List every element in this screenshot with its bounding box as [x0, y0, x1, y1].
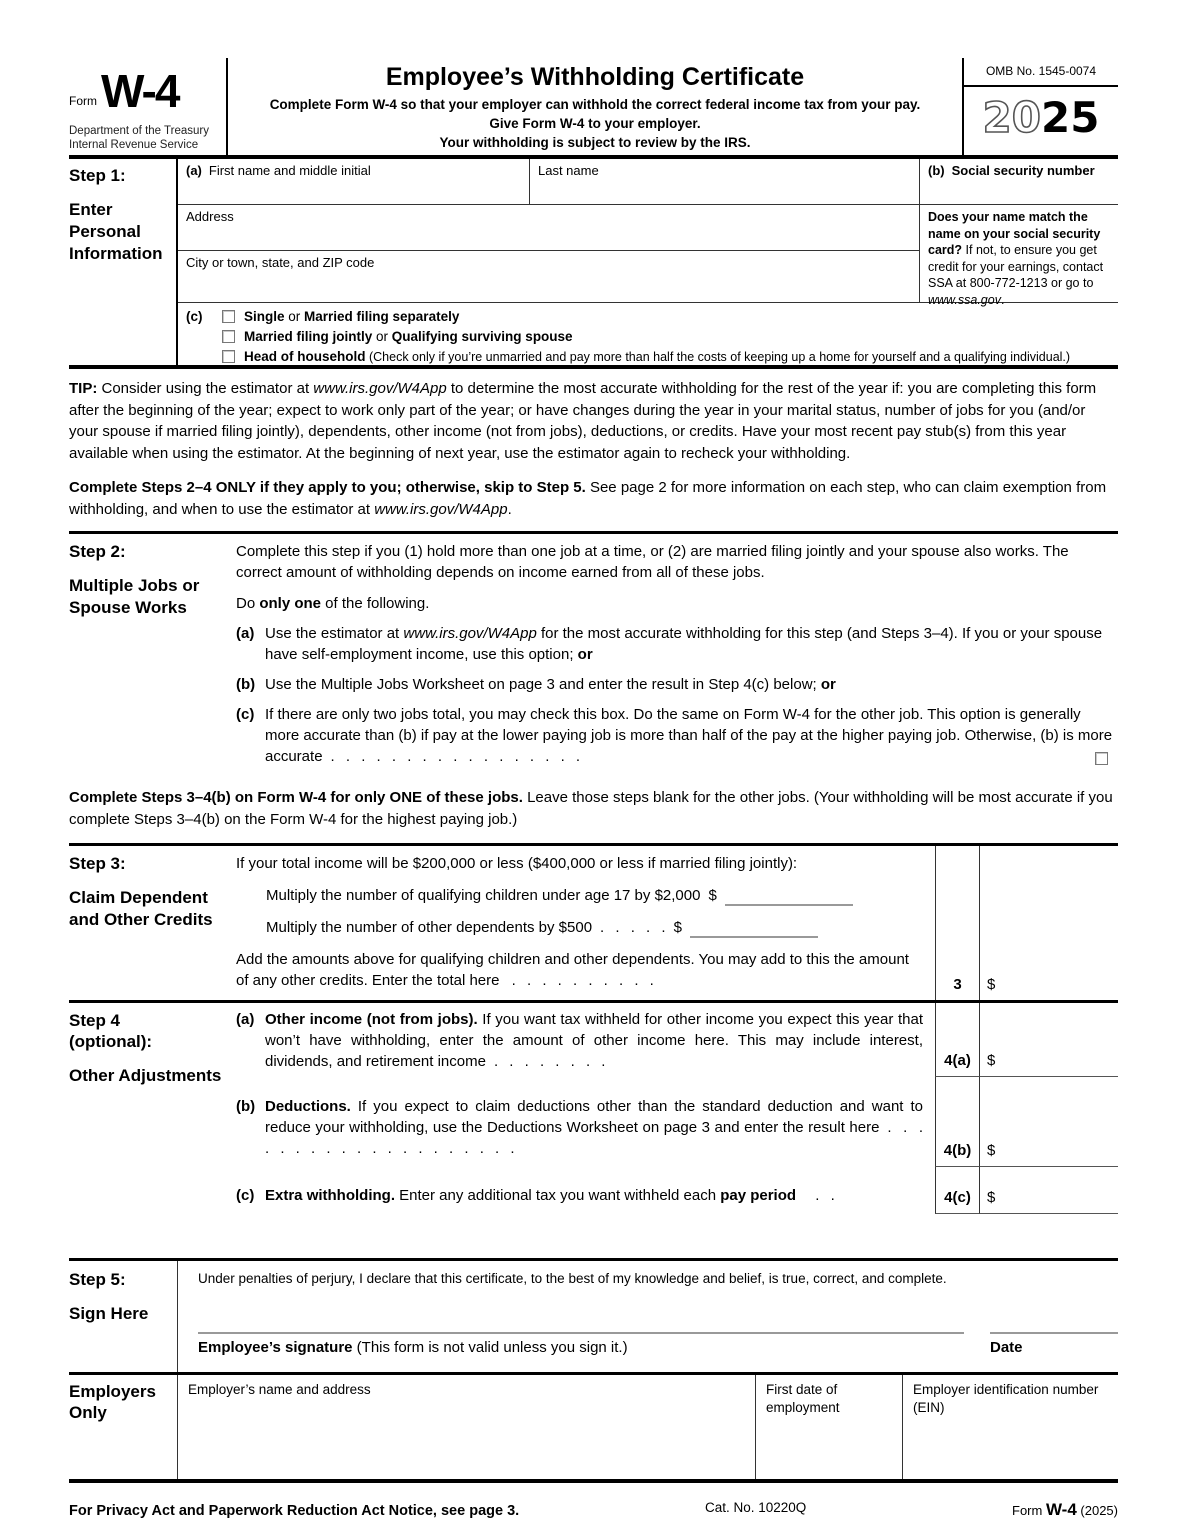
step2-section — [69, 531, 1118, 773]
qualifying-children-line: Multiply the number of qualifying children under age 17 by $2,000 $ — [236, 885, 923, 906]
option-b-tag: (b) — [236, 676, 256, 693]
option-b-text: Use the Multiple Jobs Worksheet on page 3 and enter the result in Step 4(c) below; or — [265, 676, 836, 693]
filing-status-married-jointly-option — [222, 329, 1070, 344]
complete-steps-3-4b-note — [69, 787, 1118, 830]
first-date-employment-input[interactable] — [755, 1375, 902, 1479]
step4c-dot-leader: . . — [804, 1187, 835, 1204]
single-option-label: Single or Married filing separately — [244, 309, 460, 324]
filing-status-head-of-household-option — [222, 349, 1070, 364]
ein-label: Employer identification number (EIN) — [913, 1382, 1099, 1415]
step4c-item — [236, 1167, 935, 1214]
date-input[interactable] — [990, 1332, 1118, 1356]
estimator-url-2: www.irs.gov/W4App — [374, 500, 508, 518]
step1-section — [69, 159, 1118, 369]
step4a-text: Other income (not from jobs). If you want tax withheld for other income you expect this year that won’t have withholding, enter the amount of other income here. This may include interest, dividends, and retirement income . . . . . . . . — [265, 1011, 923, 1070]
total-credits-amount-input[interactable] — [979, 846, 1118, 1000]
step5-section — [69, 1258, 1118, 1372]
omb-year-block — [962, 58, 1118, 155]
complete-2-4-text: See page 2 for more information on each step, who can claim exemption from withholding, and when to use the estimator at — [69, 479, 1107, 518]
step2-option-a — [236, 623, 1118, 665]
tip-lead: TIP: — [69, 380, 98, 397]
department-lines — [69, 124, 209, 152]
line-4c-number: 4(c) — [935, 1167, 979, 1214]
step4c-text: Extra withholding. Enter any additional tax you want withheld each pay period . . — [265, 1187, 835, 1204]
step4a-item — [236, 1003, 935, 1077]
step3-body — [236, 846, 935, 1000]
step3-label: Step 3: — [69, 854, 126, 873]
form-word: Form — [69, 94, 97, 108]
total-credits-line: Add the amounts above for qualifying children and other dependents. You may add to this the amount of any other credits. Enter the total here . . . . . . . . . . — [236, 951, 909, 989]
ssa-url: www.ssa.gov — [928, 292, 1001, 307]
step5-sublabel: Sign Here — [69, 1304, 149, 1323]
year-bold-digits: 25 — [1041, 93, 1100, 142]
year-badge — [964, 87, 1118, 142]
privacy-notice: For Privacy Act and Paperwork Reduction Act Notice, see page 3. — [69, 1503, 520, 1519]
first-name-input[interactable] — [178, 159, 530, 205]
other-dependents-dot-leader: . . . . . — [600, 919, 666, 936]
perjury-declaration: Under penalties of perjury, I declare that this certificate, to the best of my knowledge and belief, is true, correct, and complete. — [198, 1271, 947, 1286]
option-c-dot-leader: . . . . . . . . . . . . . . . . . — [330, 748, 581, 765]
line-4b-dollar-sign: $ — [987, 1142, 996, 1159]
line-4a-dollar-sign: $ — [987, 1052, 996, 1069]
form-title-block — [228, 58, 962, 155]
form-identity-block — [69, 58, 228, 155]
step4b-tag: (b) — [236, 1098, 256, 1115]
step2-option-c — [236, 704, 1118, 767]
step1-label-block — [69, 159, 178, 365]
subtitle-line-3: Your withholding is subject to review by the IRS. — [439, 135, 751, 150]
complete-3-4b-bold: Complete Steps 3–4(b) on Form W-4 for only ONE of these jobs. — [69, 789, 523, 806]
total-credits-dot-leader: . . . . . . . . . . — [511, 972, 654, 989]
step2-label: Step 2: — [69, 542, 126, 561]
field-c-tag: (c) — [186, 309, 203, 324]
step4-section — [69, 1003, 1118, 1214]
other-dependents-amount-input[interactable] — [690, 923, 818, 938]
option-a-tag: (a) — [236, 625, 255, 642]
department-line-2: Internal Revenue Service — [69, 139, 199, 151]
step5-label-block — [69, 1261, 178, 1372]
last-name-input[interactable] — [530, 159, 920, 205]
step4b-item — [236, 1077, 935, 1167]
step1-sublabel: Enter Personal Information — [69, 200, 163, 263]
line-3-number: 3 — [935, 846, 979, 1000]
step3-label-block — [69, 846, 236, 1000]
tip-text-2: to determine the most accurate withholding for the rest of the year if: you are completing this form after the beginning of the year; expect to work only part of the year; or have changes during the year in your marital status, number of jobs for you (and/or your spouse if married filing jointly), dependents, other income (not from jobs), deductions, or credits. Have your most recent pay stub(s) from this year available when using the estimator. At the beginning of next year, use the estimator again to recheck your withholding. — [69, 380, 1097, 462]
step2-sublabel: Multiple Jobs or Spouse Works — [69, 576, 200, 617]
step2-body — [236, 534, 1118, 767]
step4-label-line2: (optional): — [69, 1032, 153, 1051]
step4b-text: Deductions. If you expect to claim deductions other than the standard deduction and want to reduce your withholding, use the Deductions Worksheet on page 3 and enter the result here . . . . . . . . . . . . . . . . . . . . — [265, 1098, 923, 1157]
field-b-tag: (b) — [928, 163, 945, 178]
omb-number: OMB No. 1545-0074 — [964, 58, 1118, 87]
ein-input[interactable] — [902, 1375, 1118, 1479]
deductions-amount-input[interactable] — [979, 1077, 1118, 1167]
employer-name-address-input[interactable] — [178, 1375, 755, 1479]
step2-only-one-line: Do only one of the following. — [236, 595, 430, 612]
estimator-url-1: www.irs.gov/W4App — [313, 380, 447, 397]
step2-intro: Complete this step if you (1) hold more than one job at a time, or (2) are married filing jointly and your spouse also works. The correct amount of withholding depends on income earned from all of these jobs. — [236, 543, 1069, 581]
filing-status-group — [178, 303, 1118, 365]
ssa-name-match-note — [920, 205, 1118, 307]
form-header — [69, 58, 1118, 159]
complete-steps-2-4-note — [69, 477, 1118, 520]
step2-option-b — [236, 674, 1118, 695]
date-label: Date — [990, 1339, 1023, 1356]
step3-sublabel: Claim Dependent and Other Credits — [69, 888, 213, 929]
employers-only-section — [69, 1372, 1118, 1483]
catalog-number: Cat. No. 10220Q — [705, 1500, 807, 1515]
step3-section — [69, 843, 1118, 1003]
line-3-dollar-sign: $ — [987, 976, 996, 993]
estimator-url-3: www.irs.gov/W4App — [403, 625, 537, 642]
tip-text-1: Consider using the estimator at — [97, 380, 314, 397]
other-income-amount-input[interactable] — [979, 1003, 1118, 1077]
line-4c-dollar-sign: $ — [987, 1189, 996, 1206]
ssn-label: Social security number — [951, 163, 1095, 178]
option-a-text: Use the estimator at www.irs.gov/W4App for the most accurate withholding for this step (and Steps 3–4). If you or your spouse have self-employment income, use this option; or — [265, 625, 1103, 663]
single-checkbox[interactable] — [222, 310, 235, 323]
first-name-label: First name and middle initial — [208, 163, 371, 178]
employee-signature-input[interactable] — [198, 1332, 964, 1356]
line-4a-number: 4(a) — [935, 1003, 979, 1077]
page-title: Employee’s Withholding Certificate — [385, 63, 805, 91]
step2-label-block — [69, 534, 236, 767]
step3-intro: If your total income will be $200,000 or less ($400,000 or less if married filing jointly): — [236, 855, 798, 872]
employers-only-label-block — [69, 1375, 178, 1479]
head-of-household-checkbox[interactable] — [222, 350, 235, 363]
two-jobs-checkbox[interactable] — [1095, 752, 1108, 765]
step4c-tag: (c) — [236, 1187, 255, 1204]
year-outline-digits: 20 — [982, 93, 1041, 142]
option-c-text: If there are only two jobs total, you may check this box. Do the same on Form W-4 for the other job. This option is generally more accurate than (b) if pay at the lower paying job is more than half of the pay at the higher paying job. Otherwise, (b) is more accurate . . . . . . . . . . . . . . . . . — [265, 706, 1113, 765]
ssa-note-bold: Does your name match the name on your social security card? — [928, 210, 1101, 257]
tip-paragraph — [69, 378, 1118, 464]
step4-label-block — [69, 1003, 236, 1214]
employer-name-label: Employer’s name and address — [188, 1382, 371, 1397]
form-footer-label: Form W-4 (2025) — [1012, 1500, 1118, 1519]
complete-2-4-bold: Complete Steps 2–4 ONLY if they apply to you; otherwise, skip to Step 5. — [69, 479, 586, 496]
field-a-tag: (a) — [186, 163, 202, 178]
signature-label-note: (This form is not valid unless you sign it.) — [352, 1339, 628, 1356]
department-line-1: Department of the Treasury — [69, 125, 209, 137]
step5-body — [178, 1261, 1118, 1372]
address-label: Address — [186, 209, 234, 224]
step4-sublabel: Other Adjustments — [69, 1066, 222, 1085]
form-number: W-4 — [101, 65, 179, 117]
complete-2-4-period: . — [507, 500, 512, 518]
first-date-label: First date of employment — [766, 1382, 840, 1415]
city-label: City or town, state, and ZIP code — [186, 255, 375, 270]
ssa-note-text: If not, to ensure you get credit for your earnings, contact SSA at 800-772-1213 or go to — [928, 243, 1104, 290]
step4b-dot-leader: . . . . . . . . . . . . . . . . . . . . — [265, 1119, 923, 1157]
option-c-tag: (c) — [236, 706, 255, 723]
step1-label: Step 1: — [69, 166, 126, 185]
qualifying-children-amount-input[interactable] — [725, 891, 853, 906]
signature-row — [198, 1332, 1118, 1356]
page-footer — [69, 1500, 1118, 1520]
step4-label-line1: Step 4 — [69, 1011, 121, 1030]
step5-label: Step 5: — [69, 1270, 126, 1289]
line-4b-number: 4(b) — [935, 1077, 979, 1167]
signature-label-bold: Employee’s signature — [198, 1339, 353, 1356]
ssn-input[interactable] — [920, 159, 1118, 205]
subtitle-line-1: Complete Form W-4 so that your employer can withhold the correct federal income tax from your pay. — [269, 97, 921, 112]
step4a-dot-leader: . . . . . . . . — [493, 1053, 606, 1070]
filing-status-options — [222, 309, 1070, 365]
ssa-note-period: . — [1000, 292, 1005, 307]
married-jointly-option-label: Married filing jointly or Qualifying surviving spouse — [244, 329, 573, 344]
step4a-tag: (a) — [236, 1011, 255, 1028]
complete-3-4b-text: Leave those steps blank for the other jobs. (Your withholding will be most accurate if you complete Steps 3–4(b) on the Form W-4 for the highest paying job.) — [69, 789, 1113, 828]
other-dependents-line: Multiply the number of other dependents by $500 . . . . . $ — [236, 917, 923, 938]
head-of-household-option-label: Head of household (Check only if you’re unmarried and pay more than half the costs of keeping up a home for yourself and a qualifying individual.) — [244, 349, 1071, 364]
subtitle-line-2: Give Form W-4 to your employer. — [489, 116, 701, 131]
employers-only-label: Employers Only — [69, 1382, 156, 1422]
filing-status-single-option — [222, 309, 1070, 324]
extra-withholding-amount-input[interactable] — [979, 1167, 1118, 1214]
married-filing-jointly-checkbox[interactable] — [222, 330, 235, 343]
address-input[interactable] — [178, 205, 920, 251]
last-name-label: Last name — [538, 163, 599, 178]
city-state-zip-input[interactable] — [178, 251, 920, 303]
